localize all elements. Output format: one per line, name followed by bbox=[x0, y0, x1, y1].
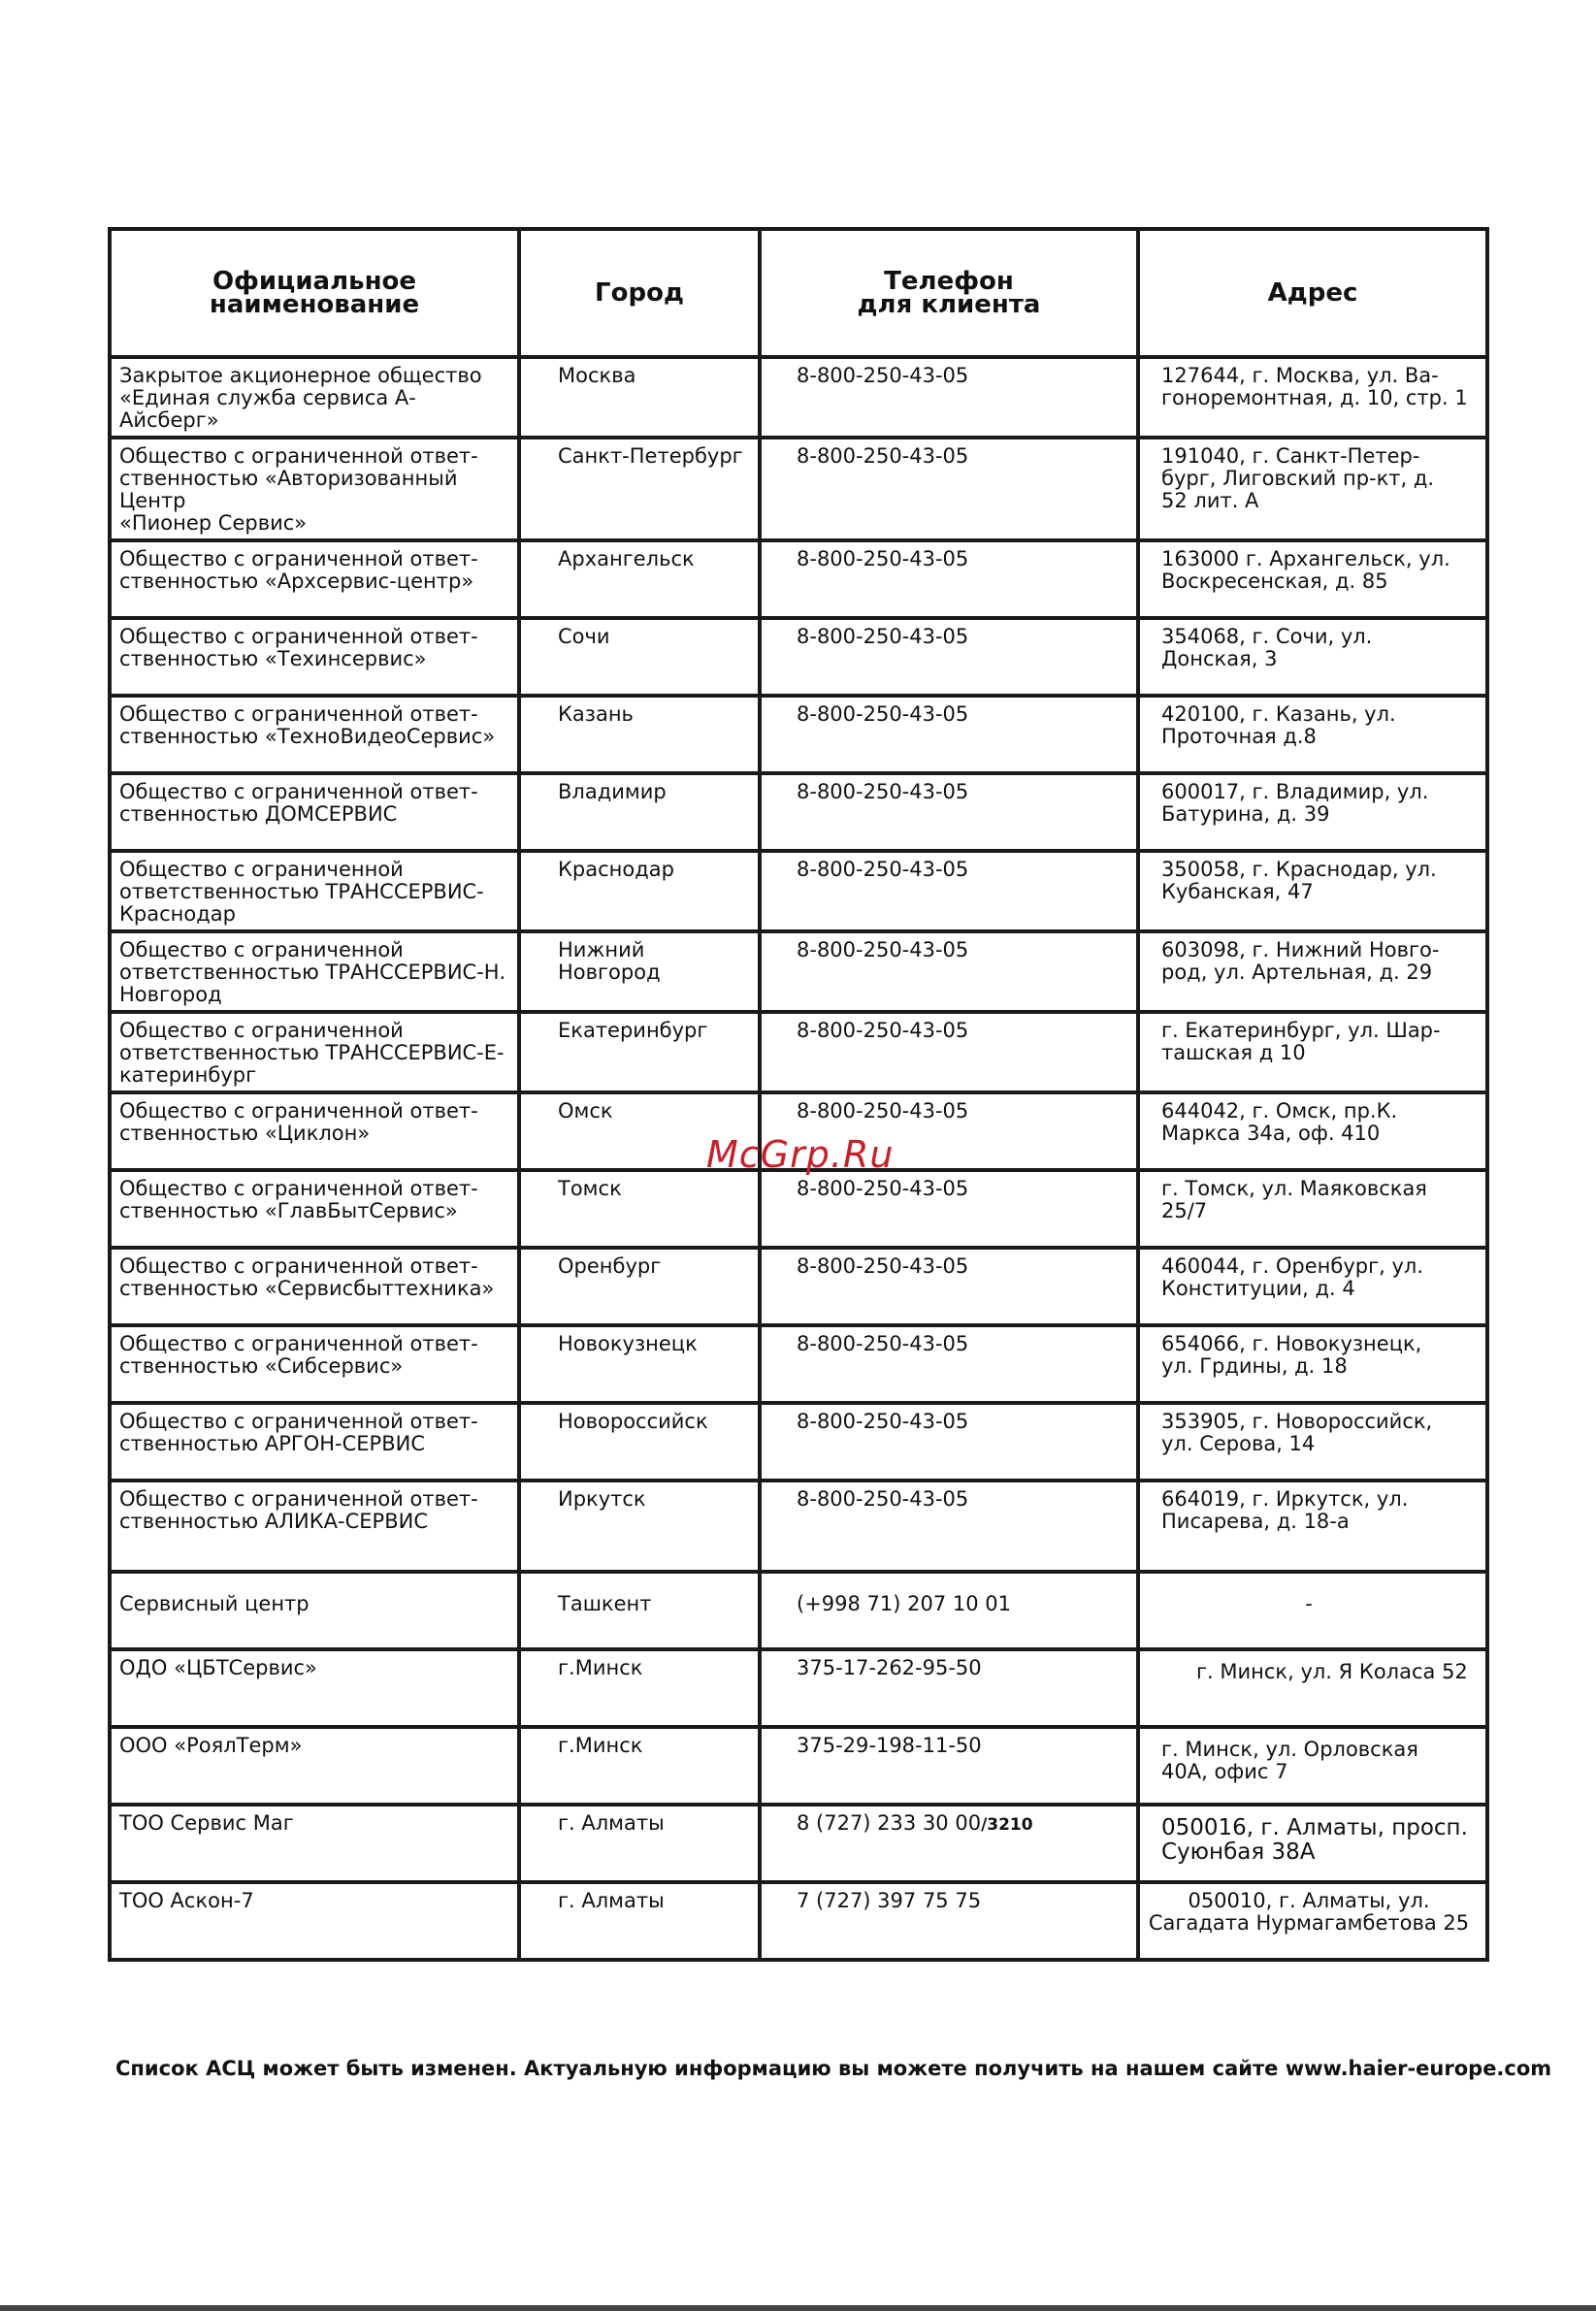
cell-phone: 8-800-250-43-05 bbox=[760, 931, 1138, 1012]
cell-city: Архангельск bbox=[519, 540, 760, 618]
table-row bbox=[110, 357, 1487, 438]
table-row bbox=[110, 931, 1487, 1012]
cell-name: Общество с ограниченной ответ- ственностью «Авторизованный Центр «Пионер Сервис» bbox=[110, 438, 519, 540]
cell-phone: 8-800-250-43-05 bbox=[760, 1012, 1138, 1092]
table-row bbox=[110, 1805, 1487, 1882]
cell-city: г. Алматы bbox=[519, 1805, 760, 1882]
cell-phone: 8-800-250-43-05 bbox=[760, 773, 1138, 851]
cell-phone: 7 (727) 397 75 75 bbox=[760, 1882, 1138, 1960]
cell-phone: 8-800-250-43-05 bbox=[760, 851, 1138, 931]
cell-phone: 8-800-250-43-05 bbox=[760, 357, 1138, 438]
table-row bbox=[110, 438, 1487, 540]
cell-name: ООО «РоялТерм» bbox=[110, 1727, 519, 1805]
cell-address: 127644, г. Москва, ул. Ва- гоноремонтная, д. 10, стр. 1 bbox=[1138, 357, 1487, 438]
cell-address: 050010, г. Алматы, ул. Сагадата Нурмагамбетова 25 bbox=[1138, 1882, 1487, 1960]
cell-name: ОДО «ЦБТСервис» bbox=[110, 1649, 519, 1727]
cell-address: 163000 г. Архангельск, ул. Воскресенская, д. 85 bbox=[1138, 540, 1487, 618]
cell-name: Общество с ограниченной ответ- ственностью «ТехноВидеоСервис» bbox=[110, 696, 519, 773]
cell-phone: 8-800-250-43-05 bbox=[760, 696, 1138, 773]
cell-name: Общество с ограниченной ответ- ственностью АРГОН-СЕРВИС bbox=[110, 1403, 519, 1481]
phone-extension: /3210 bbox=[981, 1815, 1033, 1835]
cell-name: Общество с ограниченной ответ- ственностью АЛИКА-СЕРВИС bbox=[110, 1481, 519, 1572]
cell-address: 354068, г. Сочи, ул. Донская, 3 bbox=[1138, 618, 1487, 696]
header-official-name: Официальное наименование bbox=[110, 229, 519, 357]
table-row bbox=[110, 1727, 1487, 1805]
cell-city: Новороссийск bbox=[519, 1403, 760, 1481]
cell-name: Общество с ограниченной ответ- ственностью «Техинсервис» bbox=[110, 618, 519, 696]
cell-name: Сервисный центр bbox=[110, 1572, 519, 1649]
cell-phone: 8-800-250-43-05 bbox=[760, 1403, 1138, 1481]
cell-phone: 375-29-198-11-50 bbox=[760, 1727, 1138, 1805]
cell-city: Москва bbox=[519, 357, 760, 438]
cell-address: - bbox=[1138, 1572, 1487, 1649]
cell-city: Нижний Новгород bbox=[519, 931, 760, 1012]
cell-city: Владимир bbox=[519, 773, 760, 851]
table-row bbox=[110, 1572, 1487, 1649]
cell-phone: 8-800-250-43-05 bbox=[760, 1248, 1138, 1325]
cell-city: Оренбург bbox=[519, 1248, 760, 1325]
cell-address: 353905, г. Новороссийск, ул. Серова, 14 bbox=[1138, 1403, 1487, 1481]
cell-address: 600017, г. Владимир, ул. Батурина, д. 39 bbox=[1138, 773, 1487, 851]
cell-address: 654066, г. Новокузнецк, ул. Грдины, д. 18 bbox=[1138, 1325, 1487, 1403]
table-row bbox=[110, 851, 1487, 931]
cell-name: Общество с ограниченной ответ- ственностью «Архсервис-центр» bbox=[110, 540, 519, 618]
cell-address: 460044, г. Оренбург, ул. Конституции, д. 4 bbox=[1138, 1248, 1487, 1325]
table-row bbox=[110, 1403, 1487, 1481]
cell-address: 664019, г. Иркутск, ул. Писарева, д. 18-а bbox=[1138, 1481, 1487, 1572]
cell-name: Общество с ограниченной ответ- ственностью ДОМСЕРВИС bbox=[110, 773, 519, 851]
cell-city: Иркутск bbox=[519, 1481, 760, 1572]
table-row bbox=[110, 1325, 1487, 1403]
cell-phone: 8-800-250-43-05 bbox=[760, 1325, 1138, 1403]
bottom-divider bbox=[0, 2305, 1596, 2311]
cell-city: Краснодар bbox=[519, 851, 760, 931]
cell-phone: 375-17-262-95-50 bbox=[760, 1649, 1138, 1727]
table-row bbox=[110, 1481, 1487, 1572]
cell-name: Общество с ограниченной ответственностью ТРАНССЕРВИС- Краснодар bbox=[110, 851, 519, 931]
footer-note: Список АСЦ может быть изменен. Актуальную информацию вы можете получить на нашем сайте www.haier-europe.com bbox=[115, 2057, 1552, 2080]
table-row bbox=[110, 1649, 1487, 1727]
table-row bbox=[110, 696, 1487, 773]
cell-city: Сочи bbox=[519, 618, 760, 696]
cell-address: 191040, г. Санкт-Петер- бург, Лиговский пр-кт, д. 52 лит. А bbox=[1138, 438, 1487, 540]
cell-address: г. Минск, ул. Орловская 40А, офис 7 bbox=[1138, 1727, 1487, 1805]
cell-address: 603098, г. Нижний Новго- род, ул. Артельная, д. 29 bbox=[1138, 931, 1487, 1012]
header-address: Адрес bbox=[1138, 229, 1487, 357]
table-row bbox=[110, 1012, 1487, 1092]
cell-city: Санкт-Петербург bbox=[519, 438, 760, 540]
header-phone: Телефон для клиента bbox=[760, 229, 1138, 357]
service-centers-table bbox=[108, 227, 1489, 1962]
watermark-text: McGrp.Ru bbox=[706, 1133, 895, 1176]
cell-address: 644042, г. Омск, пр.К. Маркса 34а, оф. 410 bbox=[1138, 1092, 1487, 1170]
cell-name: Общество с ограниченной ответ- ственностью «Сервисбыттехника» bbox=[110, 1248, 519, 1325]
cell-name: ТОО Сервис Маг bbox=[110, 1805, 519, 1882]
table-row bbox=[110, 1170, 1487, 1248]
header-city: Город bbox=[519, 229, 760, 357]
cell-address: г. Минск, ул. Я Коласа 52 bbox=[1138, 1649, 1487, 1727]
cell-phone: 8-800-250-43-05 bbox=[760, 618, 1138, 696]
cell-phone: (+998 71) 207 10 01 bbox=[760, 1572, 1138, 1649]
cell-address: 350058, г. Краснодар, ул. Кубанская, 47 bbox=[1138, 851, 1487, 931]
cell-name: Общество с ограниченной ответ- ственностью «ГлавБытСервис» bbox=[110, 1170, 519, 1248]
cell-city: г.Минск bbox=[519, 1727, 760, 1805]
cell-address: 420100, г. Казань, ул. Проточная д.8 bbox=[1138, 696, 1487, 773]
cell-name: Общество с ограниченной ответ- ственностью «Циклон» bbox=[110, 1092, 519, 1170]
table-header-row bbox=[110, 229, 1487, 357]
cell-phone: 8-800-250-43-05 bbox=[760, 1481, 1138, 1572]
cell-name: Общество с ограниченной ответственностью ТРАНССЕРВИС-Н. Новгород bbox=[110, 931, 519, 1012]
cell-city: Екатеринбург bbox=[519, 1012, 760, 1092]
cell-address: г. Томск, ул. Маяковская 25/7 bbox=[1138, 1170, 1487, 1248]
phone-number: 8 (727) 233 30 00 bbox=[797, 1811, 982, 1835]
cell-phone: 8-800-250-43-05 bbox=[760, 540, 1138, 618]
cell-city: г.Минск bbox=[519, 1649, 760, 1727]
cell-city: Ташкент bbox=[519, 1572, 760, 1649]
cell-name: Закрытое акционерное общество «Единая служба сервиса А-Айсберг» bbox=[110, 357, 519, 438]
table-row bbox=[110, 1882, 1487, 1960]
cell-phone: 8-800-250-43-05 bbox=[760, 1170, 1138, 1248]
cell-address: 050016, г. Алматы, просп. Суюнбая 38А bbox=[1138, 1805, 1487, 1882]
cell-phone: 8-800-250-43-05 bbox=[760, 1092, 1138, 1170]
cell-city: Томск bbox=[519, 1170, 760, 1248]
cell-city: Казань bbox=[519, 696, 760, 773]
cell-phone bbox=[760, 1805, 1138, 1882]
cell-city: Омск bbox=[519, 1092, 760, 1170]
cell-address: г. Екатеринбург, ул. Шар- ташская д 10 bbox=[1138, 1012, 1487, 1092]
table-row bbox=[110, 618, 1487, 696]
cell-phone: 8-800-250-43-05 bbox=[760, 438, 1138, 540]
table-row bbox=[110, 773, 1487, 851]
cell-name: ТОО Аскон-7 bbox=[110, 1882, 519, 1960]
cell-name: Общество с ограниченной ответственностью ТРАНССЕРВИС-Е- катеринбург bbox=[110, 1012, 519, 1092]
cell-city: Новокузнецк bbox=[519, 1325, 760, 1403]
cell-name: Общество с ограниченной ответ- ственностью «Сибсервис» bbox=[110, 1325, 519, 1403]
cell-city: г. Алматы bbox=[519, 1882, 760, 1960]
table-row bbox=[110, 1248, 1487, 1325]
table-row bbox=[110, 540, 1487, 618]
